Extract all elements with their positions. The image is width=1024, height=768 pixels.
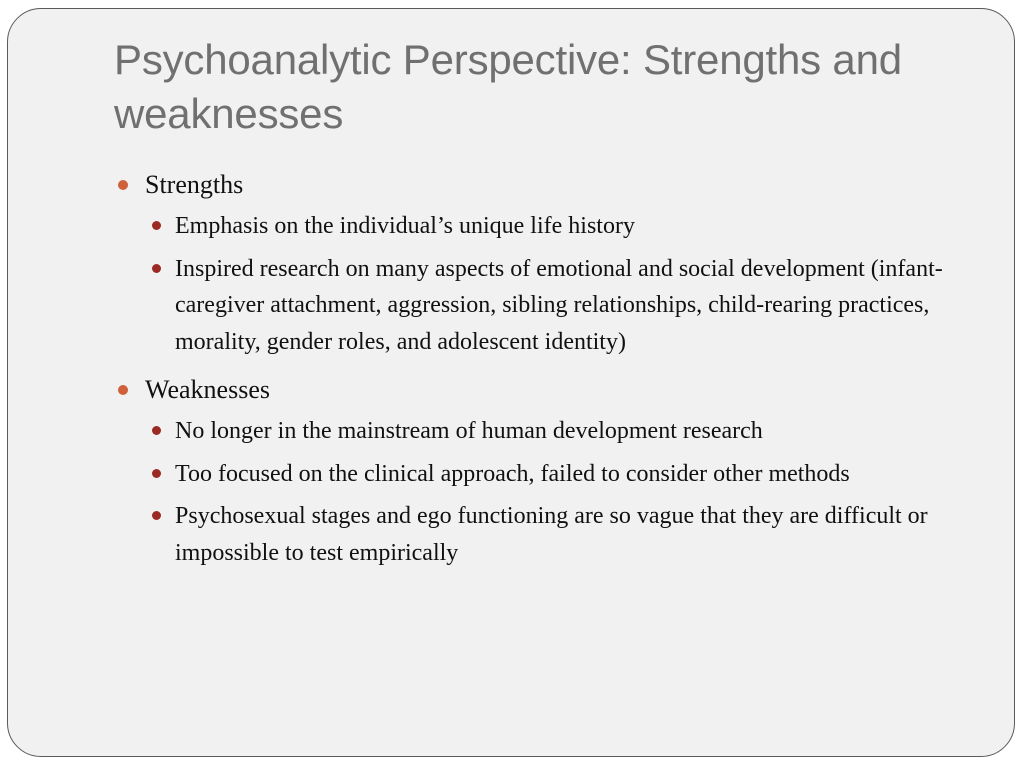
bullet-dot-icon <box>152 264 161 273</box>
section-heading-label: Weaknesses <box>145 375 270 404</box>
list-item <box>145 208 954 245</box>
list-item-text: Inspired research on many aspects of emotional and social development (infant-caregiver attachment, aggression, sibling relationships, child-rearing practices, morality, gender roles, and adolescent identity) <box>175 255 943 355</box>
section-heading-weaknesses <box>114 372 954 408</box>
list-item <box>145 413 954 450</box>
list-item-text: No longer in the mainstream of human development research <box>175 418 763 444</box>
slide-frame <box>7 8 1015 757</box>
slide-title: Psychoanalytic Perspective: Strengths and weaknesses <box>114 36 902 137</box>
list-item <box>145 456 954 493</box>
list-item-text: Emphasis on the individual’s unique life history <box>175 213 635 239</box>
bullet-dot-icon <box>152 511 161 520</box>
bullet-dot-icon <box>152 426 161 435</box>
list-item <box>145 498 954 571</box>
list-item <box>145 251 954 361</box>
section-heading-strengths <box>114 167 954 203</box>
bullet-dot-icon <box>152 221 161 230</box>
section-heading-label: Strengths <box>145 170 244 199</box>
list-item-text: Too focused on the clinical approach, failed to consider other methods <box>175 460 850 487</box>
bullet-dot-icon <box>118 385 128 395</box>
list-item-text: Psychosexual stages and ego functioning are so vague that they are difficult or impossible to test empirically <box>175 503 928 566</box>
bullet-dot-icon <box>118 180 128 190</box>
bullet-list <box>114 167 954 577</box>
bullet-dot-icon <box>152 469 161 478</box>
